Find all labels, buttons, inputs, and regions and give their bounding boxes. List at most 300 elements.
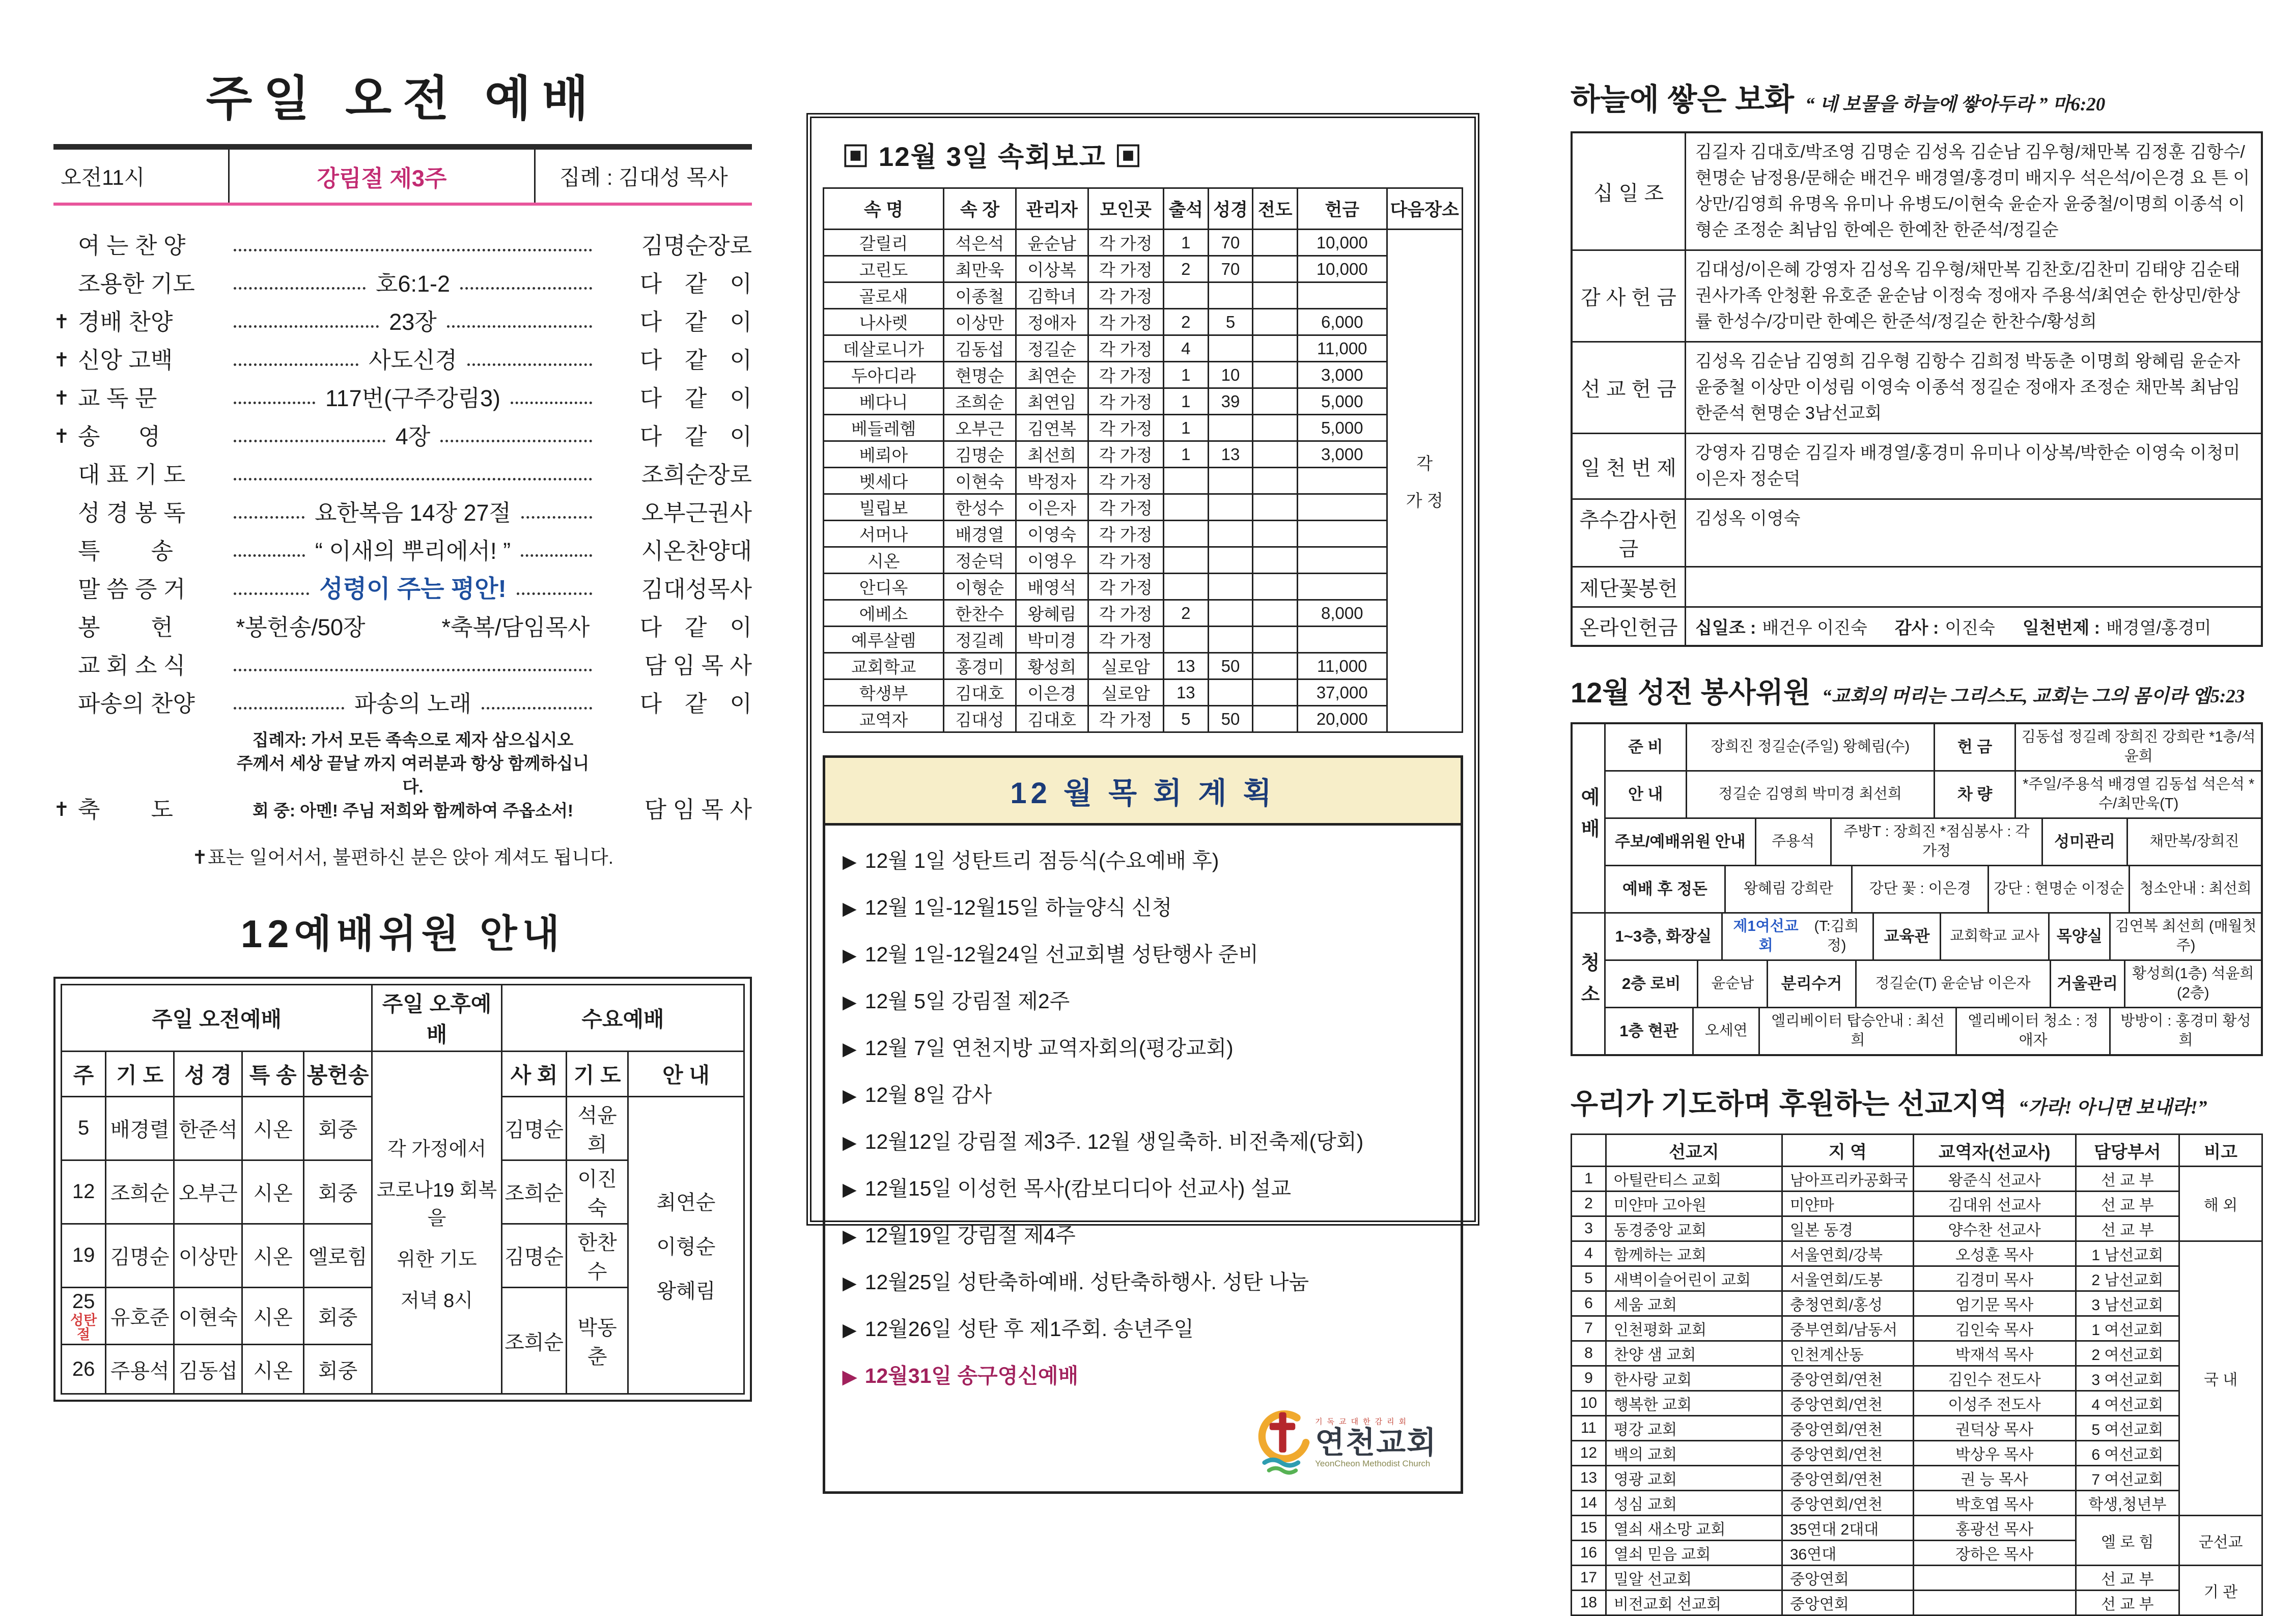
offering-song-cell: 회중	[304, 1160, 372, 1224]
mission-region: 인천계산동	[1782, 1341, 1913, 1366]
dotted-leader	[234, 669, 592, 671]
guide-name: 최연순	[656, 1192, 716, 1214]
report-cell	[1208, 415, 1253, 441]
report-cell: 홍경미	[944, 653, 1016, 679]
cross-icon: ✝	[53, 426, 70, 447]
missions-col-header: 비고	[2179, 1135, 2262, 1167]
servant-role: 성미관리	[2043, 819, 2128, 865]
mission-number: 10	[1572, 1391, 1606, 1416]
report-cell	[1253, 309, 1298, 335]
report-cell	[1298, 521, 1387, 547]
offering-names: 김길자 김대호/박조영 김명순 김성옥 김순남 김우형/채만복 김정훈 김항수/현명순 남정용/문해순 배건우 배경열/홍경미 배지우 석은석/이은경 요 튼 이상만/김영희 유명옥 유미나 유병도/이현숙 윤순자 윤중철/이명희 이종석 이형순 조정순 최남임 한예은 한예찬 한준석/정길순	[1695, 143, 2250, 240]
order-row	[53, 652, 752, 679]
page-title: 주일 오전 예배	[206, 72, 600, 125]
mission-region: 36연대	[1782, 1541, 1913, 1566]
servant-names: 정길순 김영희 박미경 최선희	[1687, 772, 1935, 817]
mission-dept: 엘 로 힘	[2076, 1516, 2179, 1566]
report-cell: 두아디라	[824, 362, 944, 388]
servant-names: 청소안내 : 최선희	[2139, 881, 2252, 897]
offering-row	[1573, 434, 2261, 500]
report-cell	[1298, 468, 1387, 494]
prayer-cell: 김명순	[106, 1224, 174, 1287]
report-cell: 석은석	[944, 230, 1016, 256]
group-wednesday: 수요예배	[501, 984, 744, 1051]
afternoon-note-line: 위한 기도	[397, 1249, 477, 1270]
servant-names: 왕혜림 강희란	[1726, 866, 1853, 912]
group-morning: 주일 오전예배	[62, 984, 372, 1051]
dotted-leader	[482, 707, 592, 710]
mission-dept: 학생,청년부	[2076, 1491, 2179, 1516]
servant-row	[1606, 866, 2261, 912]
plan-items	[825, 826, 1461, 1491]
report-cell: 70	[1208, 230, 1253, 256]
mission-region: 중부연회/남동서	[1782, 1316, 1913, 1341]
report-cell: 이은경	[1016, 679, 1088, 706]
report-row	[824, 282, 1463, 309]
report-cell: 정길례	[944, 627, 1016, 653]
report-cell: 시온	[824, 547, 944, 574]
report-cell	[1298, 574, 1387, 600]
report-cell: 2	[1163, 309, 1208, 335]
servant-role: 교육관	[1874, 914, 1942, 959]
report-cell	[1253, 627, 1298, 653]
wed-prayer-cell: 이진숙	[567, 1160, 628, 1224]
report-cell	[1253, 653, 1298, 679]
mission-field: 비전교회 선교회	[1606, 1591, 1782, 1615]
report-cell: 베뢰아	[824, 441, 944, 468]
report-col-header: 모인곳	[1088, 188, 1163, 230]
missions-header-row	[1572, 1135, 2262, 1167]
order-leader: 오부근권사	[641, 500, 752, 526]
report-cell: 11,000	[1298, 653, 1387, 679]
special-cell: 시온	[242, 1096, 304, 1160]
special-cell: 시온	[242, 1224, 304, 1287]
report-cell: 에베소	[824, 600, 944, 627]
servant-row	[1606, 914, 2261, 961]
dotted-leader	[234, 516, 304, 519]
mission-number: 15	[1572, 1516, 1606, 1541]
mission-row	[1572, 1441, 2262, 1466]
offerings-table	[1571, 131, 2263, 647]
mission-number: 16	[1572, 1541, 1606, 1566]
mission-region: 중앙연회/연천	[1782, 1391, 1913, 1416]
col-offering-song: 봉헌송	[304, 1051, 372, 1096]
mission-row	[1572, 1366, 2262, 1391]
mission-pastor: 박호엽 목사	[1913, 1491, 2076, 1516]
mission-region: 충청연회/홍성	[1782, 1291, 1913, 1316]
report-cell: 김대호	[944, 679, 1016, 706]
servant-names: 엘리베이터 탑승안내 : 최선희	[1760, 1008, 1957, 1054]
servant-names: 교회학교 교사	[1941, 914, 2050, 959]
mission-number: 8	[1572, 1341, 1606, 1366]
order-label: 교 독 문	[78, 385, 157, 411]
offering-row	[1573, 251, 2261, 343]
servant-names	[1723, 914, 1874, 959]
mission-number: 6	[1572, 1291, 1606, 1316]
offerings-verse: “ 네 보물을 하늘에 쌓아두라 ” 마6:20	[1805, 94, 2106, 115]
mission-row	[1572, 1341, 2262, 1366]
report-cell	[1163, 282, 1208, 309]
online-seg	[1695, 614, 1867, 639]
mission-remark: 국 내	[2179, 1241, 2262, 1516]
report-cell: 이현숙	[944, 468, 1016, 494]
plan-item	[843, 1031, 1443, 1061]
mission-region: 중앙연회	[1782, 1566, 1913, 1591]
report-cell	[1253, 706, 1298, 732]
report-cell	[1208, 468, 1253, 494]
mission-remark: 기 관	[2179, 1566, 2262, 1615]
servants-header	[1571, 670, 2263, 711]
logo-church-name: 연천교회	[1315, 1426, 1437, 1460]
plan-item-text: 12월12일 강림절 제3주. 12월 생일축하. 비전축제(당회)	[864, 1130, 1364, 1153]
plan-item-text: 12월31일 송구영신예배	[864, 1364, 1079, 1387]
mission-dept: 3 여선교회	[2076, 1366, 2179, 1391]
report-row	[824, 309, 1463, 335]
mission-dept: 2 남선교회	[2076, 1266, 2179, 1291]
order-row	[53, 499, 752, 527]
report-cell	[1253, 282, 1298, 309]
report-cell: 교역자	[824, 706, 944, 732]
class-report-panel	[806, 113, 1479, 1468]
report-cell	[1253, 388, 1298, 415]
report-row	[824, 706, 1463, 732]
wed-prayer-cell: 석윤희	[567, 1096, 628, 1160]
mission-pastor: 권 능 목사	[1913, 1466, 2076, 1491]
triangle-bullet-icon: ▶	[843, 991, 857, 1012]
mission-row	[1572, 1316, 2262, 1341]
special-cell: 시온	[242, 1160, 304, 1224]
report-cell: 각 가정	[1088, 547, 1163, 574]
report-cell	[1298, 627, 1387, 653]
order-detail: “ 이새의 뿌리에서! ”	[315, 538, 511, 564]
servant-names: 정길순(T) 윤순남 이은자	[1857, 961, 2051, 1007]
triangle-bullet-icon: ▶	[843, 1085, 857, 1106]
offering-label: 추수감사헌금	[1573, 500, 1686, 566]
report-row	[824, 653, 1463, 679]
report-cell: 이은자	[1016, 494, 1088, 521]
offering-song-cell: 회중	[304, 1345, 372, 1394]
report-col-header: 헌금	[1298, 188, 1387, 230]
col-prayer: 기 도	[106, 1051, 174, 1096]
church-logo	[1254, 1409, 1437, 1476]
offering-label: 감 사 헌 금	[1573, 251, 1686, 341]
report-cell: 이영우	[1016, 547, 1088, 574]
report-cell: 김동섭	[944, 335, 1016, 362]
col-wed-prayer: 기 도	[567, 1051, 628, 1096]
report-cell	[1253, 468, 1298, 494]
order-label: 대 표 기 도	[78, 462, 186, 488]
report-cell: 김대성	[944, 706, 1016, 732]
plan-item-text: 12월 8일 감사	[864, 1083, 992, 1107]
report-cell: 윤순남	[1016, 230, 1088, 256]
prayer-cell: 배경렬	[106, 1096, 174, 1160]
mission-field: 행복한 교회	[1606, 1391, 1782, 1416]
plan-item	[843, 1265, 1443, 1295]
cross-icon: ✝	[53, 799, 70, 820]
mission-field: 미얀마 고아원	[1606, 1192, 1782, 1216]
plan-item	[843, 1359, 1443, 1389]
week-cell: 26	[62, 1345, 106, 1394]
report-cell: 정애자	[1016, 309, 1088, 335]
dotted-leader	[511, 402, 592, 404]
dotted-leader	[234, 287, 366, 290]
mission-field: 밀알 선교회	[1606, 1566, 1782, 1591]
report-cell	[1253, 521, 1298, 547]
plan-item	[843, 891, 1443, 921]
afternoon-note	[372, 1051, 502, 1394]
report-cell: 나사렛	[824, 309, 944, 335]
report-cell: 10,000	[1298, 256, 1387, 282]
mission-region: 일본 동경	[1782, 1216, 1913, 1241]
plan-item-text: 12월 7일 연천지방 교역자회의(평강교회)	[864, 1036, 1234, 1060]
class-report-table	[823, 187, 1463, 733]
report-cell	[1253, 600, 1298, 627]
report-cell: 안디옥	[824, 574, 944, 600]
plan-item-text: 12월26일 성탄 후 제1주회. 송년주일	[864, 1317, 1194, 1341]
mission-number: 18	[1572, 1591, 1606, 1615]
wed-mc-cell: 조희순	[501, 1160, 566, 1224]
mission-number: 7	[1572, 1316, 1606, 1341]
report-row	[824, 521, 1463, 547]
report-cell: 베다니	[824, 388, 944, 415]
dotted-leader	[234, 363, 358, 366]
report-cell: 김학녀	[1016, 282, 1088, 309]
report-cell: 베들레헴	[824, 415, 944, 441]
plan-title: 12 월 목 회 계 획	[825, 758, 1461, 826]
mission-dept: 선 교 부	[2076, 1192, 2179, 1216]
report-cell: 2	[1163, 600, 1208, 627]
next-place-note	[1387, 230, 1463, 732]
offering-names	[1686, 568, 2261, 606]
week-cell	[62, 1287, 106, 1345]
online-value: 배건우 이진숙	[1762, 618, 1867, 638]
week-cell: 19	[62, 1224, 106, 1287]
report-cell	[1208, 627, 1253, 653]
worship-time: 오전11시	[61, 165, 145, 189]
servant-role: 1~3층, 화장실	[1606, 914, 1723, 959]
report-cell: 교회학교	[824, 653, 944, 679]
report-header-row	[824, 188, 1463, 230]
mission-dept: 1 여선교회	[2076, 1316, 2179, 1341]
order-detail: 23장	[389, 309, 437, 335]
order-row	[53, 461, 752, 489]
report-cell: 이종철	[944, 282, 1016, 309]
report-cell	[1298, 547, 1387, 574]
prayer-cell: 주용석	[106, 1345, 174, 1394]
servant-role: 차 량	[1935, 772, 2017, 817]
mission-dept: 4 여선교회	[2076, 1391, 2179, 1416]
report-cell: 각 가정	[1088, 627, 1163, 653]
report-cell: 이상만	[944, 309, 1016, 335]
report-cell: 각 가정	[1088, 230, 1163, 256]
col-guide: 안 내	[628, 1051, 744, 1096]
report-cell: 1	[1163, 441, 1208, 468]
offerings-title: 하늘에 쌓은 보화	[1571, 82, 1795, 117]
report-cell	[1208, 547, 1253, 574]
report-cell: 왕혜림	[1016, 600, 1088, 627]
report-cell: 김명순	[944, 441, 1016, 468]
report-cell: 4	[1163, 335, 1208, 362]
committee-table	[61, 984, 745, 1395]
mission-field: 아틸란티스 교회	[1606, 1167, 1782, 1192]
report-cell: 실로암	[1088, 679, 1163, 706]
report-col-header: 성경	[1208, 188, 1253, 230]
servants-table	[1571, 722, 2263, 1056]
mission-field: 백의 교회	[1606, 1441, 1782, 1466]
missions-body	[1572, 1135, 2262, 1615]
plan-item-text: 12월 1일-12월15일 하늘양식 신청	[864, 896, 1172, 919]
church-logo-icon	[1254, 1409, 1311, 1476]
mission-row	[1572, 1167, 2262, 1192]
mission-pastor	[1913, 1591, 2076, 1615]
order-label: 파송의 찬양	[78, 691, 195, 717]
mission-dept: 2 여선교회	[2076, 1341, 2179, 1366]
order-row	[53, 308, 752, 336]
mission-row	[1572, 1491, 2262, 1516]
col-special-song: 특 송	[242, 1051, 304, 1096]
mission-dept: 1 남선교회	[2076, 1241, 2179, 1266]
triangle-bullet-icon: ▶	[843, 1366, 857, 1387]
report-cell	[1253, 415, 1298, 441]
report-cell	[1253, 547, 1298, 574]
offering-label: 일 천 번 제	[1573, 434, 1686, 498]
prayer-cell: 조희순	[106, 1160, 174, 1224]
plan-item-text: 12월19일 강림절 제4주	[864, 1224, 1076, 1247]
mission-field: 함께하는 교회	[1606, 1241, 1782, 1266]
report-cell: 11,000	[1298, 335, 1387, 362]
guide-name: 왕혜림	[656, 1280, 716, 1303]
mission-number: 3	[1572, 1216, 1606, 1241]
society-contact: (T:김희정)	[1814, 918, 1859, 954]
offering-song-cell: 엘로힘	[304, 1224, 372, 1287]
order-leader: 담 임 목 사	[644, 653, 752, 678]
report-title: ▣ 12월 3일 속회보고 ▣	[842, 142, 1143, 172]
order-row	[53, 690, 752, 718]
report-cell: 이영숙	[1016, 521, 1088, 547]
servant-names: *주일/주용석 배경열 김동섭 석은석 *수/최만욱(T)	[2023, 776, 2255, 812]
servant-names: 황성희(1층) 석윤희(2층)	[2132, 966, 2254, 1001]
report-cell: 각 가정	[1088, 415, 1163, 441]
order-detail: 4장	[395, 423, 431, 449]
report-row	[824, 627, 1463, 653]
servant-names: 김연복 최선희 (매월첫주)	[2115, 918, 2257, 954]
order-label: 경배 찬양	[78, 309, 173, 335]
online-key: 일천번제 :	[2022, 618, 2100, 638]
wed-mc-cell: 김명순	[501, 1096, 566, 1160]
guide-name: 이형순	[656, 1236, 716, 1259]
col-mc: 사 회	[501, 1051, 566, 1096]
offering-row	[1573, 568, 2261, 608]
report-cell	[1298, 494, 1387, 521]
report-col-header: 속 명	[824, 188, 944, 230]
mission-field: 새벽이슬어린이 교회	[1606, 1266, 1782, 1291]
report-cell: 2	[1163, 256, 1208, 282]
report-cell: 1	[1163, 415, 1208, 441]
wednesday-guides	[628, 1096, 744, 1394]
report-cell: 5	[1208, 309, 1253, 335]
report-cell	[1253, 574, 1298, 600]
order-label: 여 는 찬 양	[78, 233, 186, 259]
report-cell	[1208, 335, 1253, 362]
mission-row	[1572, 1591, 2262, 1615]
servant-names: 방방이 : 홍경미 황성희	[2120, 1013, 2251, 1048]
mission-region: 중앙연회	[1782, 1591, 1913, 1615]
mission-pastor: 이성주 전도사	[1913, 1391, 2076, 1416]
triangle-bullet-icon: ▶	[843, 851, 857, 872]
order-leader: 다 같 이	[639, 423, 752, 449]
mission-pastor: 양수찬 선교사	[1913, 1216, 2076, 1241]
order-row	[53, 270, 752, 298]
cross-icon: ✝	[53, 350, 70, 371]
wed-prayer-cell: 박동춘	[567, 1287, 628, 1394]
report-cell: 1	[1163, 230, 1208, 256]
order-label: 봉 헌	[78, 614, 173, 640]
mission-number: 17	[1572, 1566, 1606, 1591]
mission-row	[1572, 1291, 2262, 1316]
order-label: 송 영	[78, 423, 160, 449]
offering-label: 제단꽃봉헌	[1573, 568, 1686, 606]
mission-pastor: 홍광선 목사	[1913, 1516, 2076, 1541]
report-cell: 각 가정	[1088, 441, 1163, 468]
report-cell	[1163, 627, 1208, 653]
report-cell: 배경열	[944, 521, 1016, 547]
order-detail: *봉헌송/50장 *축복/담임목사	[236, 614, 590, 640]
online-key: 감사 :	[1894, 618, 1939, 638]
report-cell	[1163, 574, 1208, 600]
offerings-panel	[1571, 75, 2263, 1616]
mission-dept: 선 교 부	[2076, 1591, 2179, 1615]
dotted-leader	[234, 592, 309, 595]
order-leader: 시온찬양대	[641, 538, 752, 564]
mission-number: 13	[1572, 1466, 1606, 1491]
triangle-bullet-icon: ▶	[843, 1226, 857, 1246]
report-cell	[1253, 230, 1298, 256]
plan-item	[843, 1078, 1443, 1108]
mission-field: 평강 교회	[1606, 1416, 1782, 1441]
servant-names: 엘리베이터 청소 : 정애자	[1957, 1008, 2110, 1054]
plan-item	[843, 1172, 1443, 1202]
order-leader: 조희순장로	[641, 462, 752, 488]
order-label: 교 회 소 식	[78, 653, 186, 678]
report-cell	[1208, 574, 1253, 600]
offering-row	[1573, 133, 2261, 251]
dotted-leader	[521, 554, 592, 557]
order-detail: 파송의 노래	[354, 691, 471, 717]
order-leader: 다 같 이	[639, 691, 752, 717]
order-label: 조용한 기도	[78, 271, 195, 297]
worship-header	[53, 150, 752, 206]
scripture-cell: 오부근	[174, 1160, 242, 1224]
report-cell: 5,000	[1298, 388, 1387, 415]
report-cell	[1208, 521, 1253, 547]
servant-role: 헌 금	[1935, 724, 2017, 770]
report-cell: 정길순	[1016, 335, 1088, 362]
report-cell	[1298, 282, 1387, 309]
report-cell: 벳세다	[824, 468, 944, 494]
plan-item	[843, 1312, 1443, 1342]
offering-label: 십 일 조	[1573, 133, 1686, 249]
report-cell: 실로암	[1088, 653, 1163, 679]
prayer-cell: 유호준	[106, 1287, 174, 1345]
report-cell: 각 가정	[1088, 335, 1163, 362]
report-col-header: 전도	[1253, 188, 1298, 230]
report-cell: 배영석	[1016, 574, 1088, 600]
mission-row	[1572, 1241, 2262, 1266]
mission-dept: 선 교 부	[2076, 1566, 2179, 1591]
plan-item	[843, 844, 1443, 874]
missions-title: 우리가 기도하며 후원하는 선교지역	[1571, 1088, 2008, 1120]
report-cell: 최선희	[1016, 441, 1088, 468]
